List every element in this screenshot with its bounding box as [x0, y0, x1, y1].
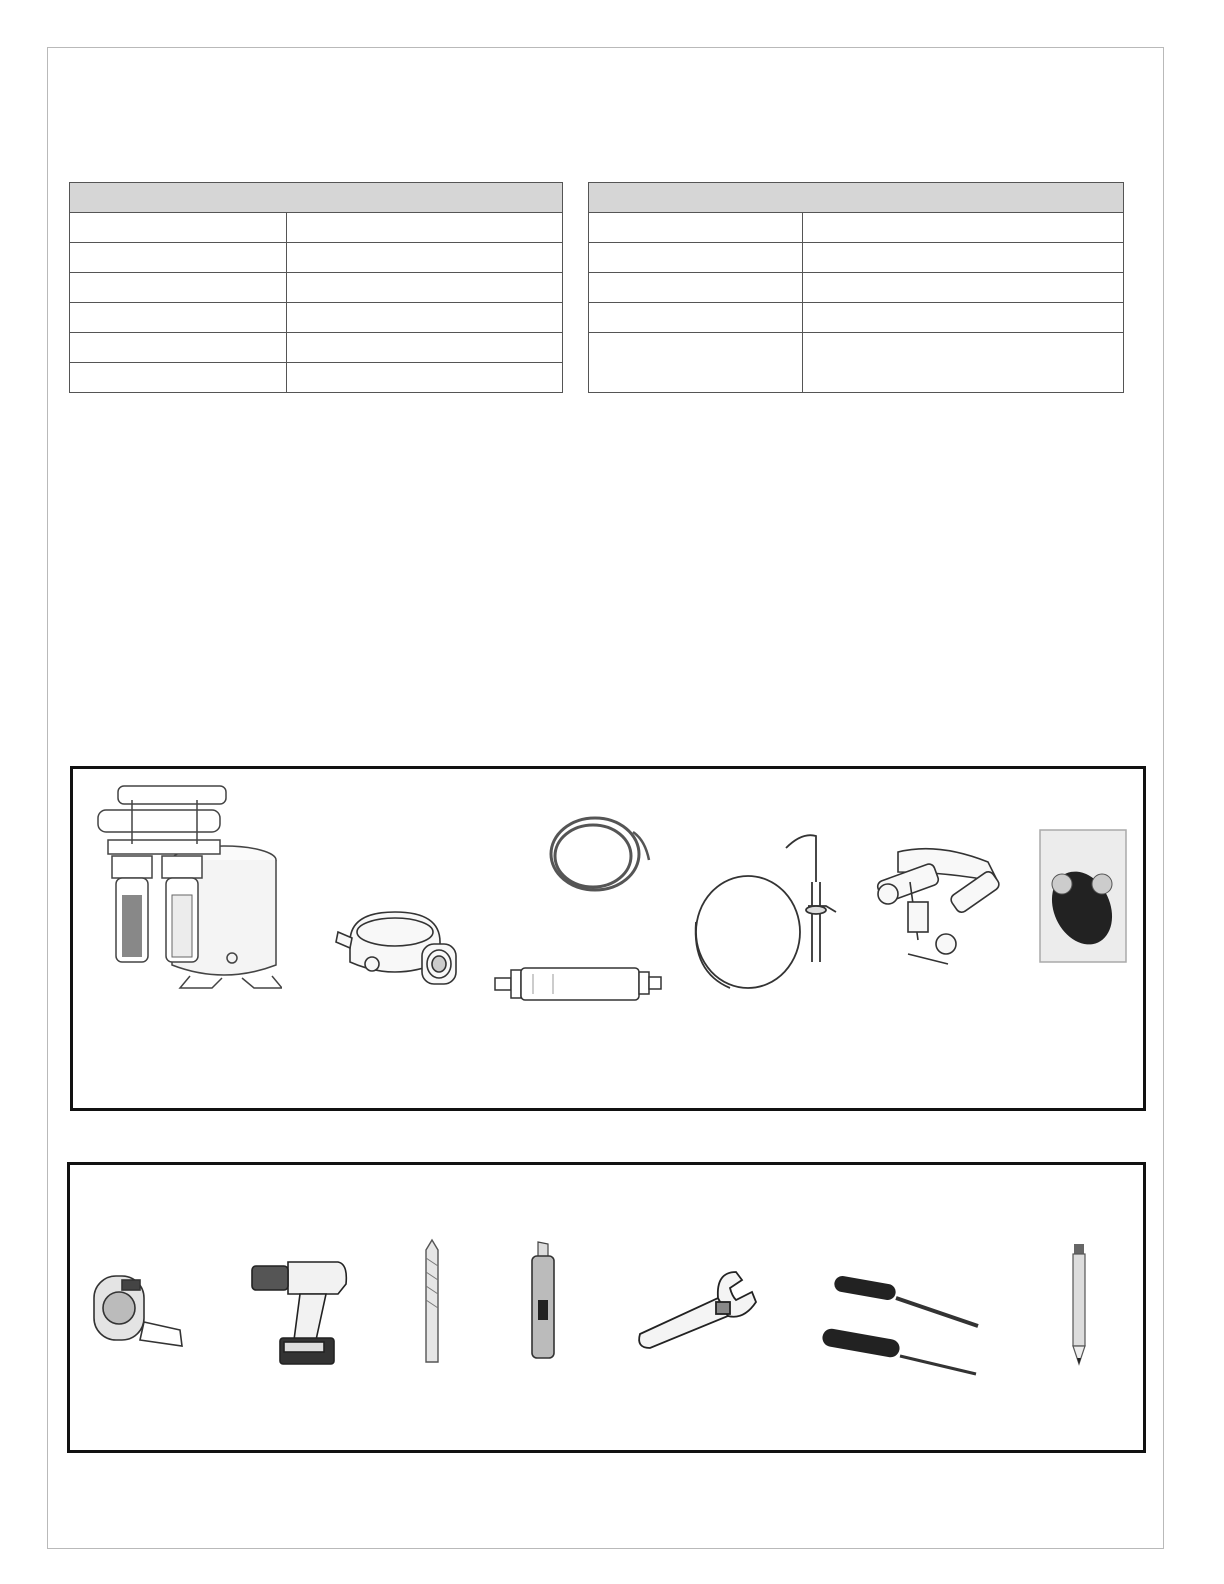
table-cell [287, 333, 563, 363]
table-row [70, 213, 563, 243]
table-row [589, 303, 1124, 333]
table-row [589, 213, 1124, 243]
table-cell [70, 213, 287, 243]
table-cell [287, 303, 563, 333]
tubing-coil-icon [545, 812, 655, 897]
table-cell [287, 243, 563, 273]
pencil-icon [1070, 1242, 1088, 1368]
table-cell [589, 273, 803, 303]
table-cell [70, 243, 287, 273]
table-cell [803, 213, 1124, 243]
table-cell [70, 363, 287, 393]
table-cell [589, 213, 803, 243]
screwdrivers-icon [818, 1274, 982, 1380]
table-cell [589, 303, 803, 333]
inline-filter-cartridge-icon [493, 964, 663, 1002]
table-row [589, 273, 1124, 303]
utility-knife-icon [526, 1240, 560, 1362]
power-drill-icon [248, 1256, 350, 1368]
table-row [589, 243, 1124, 273]
faucet-icon [690, 832, 850, 997]
table-cell [70, 303, 287, 333]
table-cell [287, 273, 563, 303]
table-cell [803, 273, 1124, 303]
spec-table-right [588, 182, 1124, 393]
table-cell [803, 333, 1124, 393]
drain-saddle-icon [330, 902, 460, 992]
adjustable-wrench-icon [632, 1268, 760, 1352]
spec-table-left [69, 182, 563, 393]
table-row [70, 363, 563, 393]
drill-bit-icon [422, 1238, 442, 1364]
table-cell [589, 243, 803, 273]
table-row [589, 333, 1124, 393]
table-cell [70, 273, 287, 303]
feed-water-valve-icon [858, 842, 1018, 967]
table-cell [803, 303, 1124, 333]
table-cell [287, 213, 563, 243]
table-cell [589, 333, 803, 393]
ro-system-with-tank-icon [82, 780, 282, 995]
table-row [70, 333, 563, 363]
tools-box [67, 1162, 1146, 1453]
table-row [70, 273, 563, 303]
hardware-bag-icon [1036, 826, 1132, 966]
table-cell [803, 243, 1124, 273]
table-cell [70, 333, 287, 363]
table-row [70, 303, 563, 333]
table-cell [287, 363, 563, 393]
spec-table-header [70, 183, 563, 213]
tape-measure-icon [90, 1270, 190, 1355]
table-row [70, 243, 563, 273]
spec-table-header [589, 183, 1124, 213]
